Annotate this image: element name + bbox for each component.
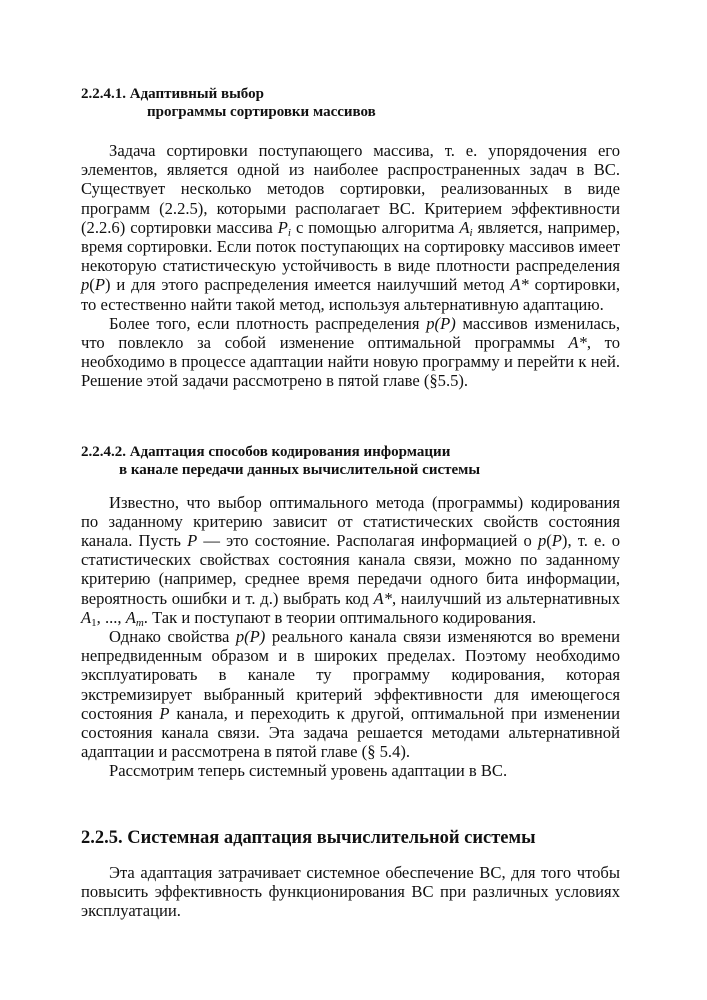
- paragraph: Задача сортировки поступающего массива, т. е. упорядочения его элементов, является одной из наиболее распространенных задач в ВС. Существует несколько методов сортировки, реализованных в виде программ (2.2.5), которыми располагает ВС. Критерием эффективности (2.2.6) сортировки массива $P_i$ с помощью алгоритма $A_i$ является, например, время сортировки. Если поток поступающих на сортировку массивов имеет некоторую статистическую устойчивость в виде плотности распределения p(P) и для этого распределения имеется наилучший метод A* сортировки, то естественно найти такой метод, используя альтернативную адаптацию.: [81, 141, 620, 314]
- section-title-line-2: в канале передачи данных вычислительной системы: [119, 461, 481, 478]
- section-number: 2.2.4.2.: [81, 443, 126, 460]
- paragraph: Однако свойства p(P) реального канала связи изменяются во времени непредвиденным образом и в широких пределах. Поэтому необходимо эксплуатировать в канале ту программу кодирования, которая экстремизирует выбранный критерий эффективности для имеющегося состояния P канала, и переходить к другой, оптимальной при изменении состояния канала связи. Эта задача решается методами альтернативной адаптации и рассмотрена в пятой главе (§ 5.4).: [81, 627, 620, 762]
- paragraph: Рассмотрим теперь системный уровень адаптации в ВС.: [109, 761, 508, 781]
- document-page: [81, 85, 620, 920]
- section-title-line-2: программы сортировки массивов: [147, 104, 376, 120]
- section-title-line-1: Адаптация способов кодирования информации: [129, 443, 451, 460]
- paragraph: Известно, что выбор оптимального метода (программы) кодирования по заданному критерию зависит от статистических свойств состояния канала. Пусть P — это состояние. Располагая информацией о p(P), т. е. о статистических свойствах состояния канала связи, можно по заданному критерию (например, среднее время передачи одного бита информации, вероятность ошибки и т. д.) выбрать код A*, наилучший из альтернативных $A_1$, ..., $A_m$. Так и поступают в теории оптимального кодирования.: [81, 492, 620, 629]
- section-2-2-5-heading: 2.2.5. Системная адаптация вычислительной системы: [81, 827, 536, 848]
- section-title-line-1: Адаптивный выбор: [129, 86, 264, 102]
- section-2-2-4-1-heading: [81, 85, 620, 121]
- paragraph: Более того, если плотность распределения p(P) массивов изменилась, что повлекло за собой изменение оптимальной программы A*, то необходимо в процессе адаптации найти новую программу и перейти к ней. Решение этой задачи рассмотрено в пятой главе (§5.5).: [81, 313, 620, 391]
- section-number: 2.2.4.1.: [81, 86, 126, 102]
- paragraph: Эта адаптация затрачивает системное обеспечение ВС, для того чтобы повысить эффективность функционирования ВС при различных условиях эксплуатации.: [81, 862, 620, 921]
- section-2-2-4-2-heading: [81, 443, 620, 479]
